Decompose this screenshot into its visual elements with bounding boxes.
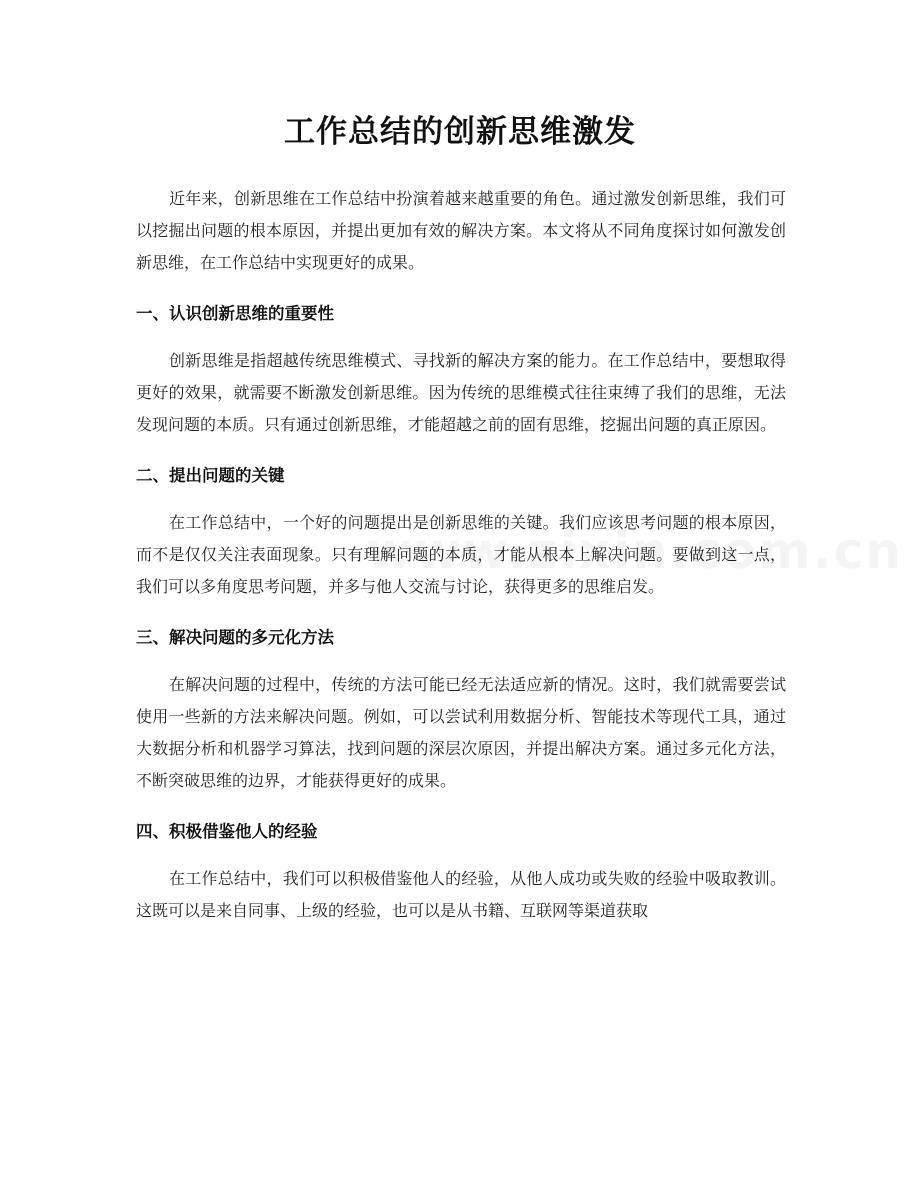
section-heading-2: 二、提出问题的关键 — [136, 466, 285, 485]
section-paragraph-3: 在解决问题的过程中，传统的方法可能已经无法适应新的情况。这时，我们就需要尝试使用一些新的方法来解决问题。例如，可以尝试利用数据分析、智能技术等现代工具，通过大数据分析和机器学习算法，找到问题的深层次原因，并提出解决方案。通过多元化方法，不断突破思维的边界，才能获得更好的成果。 — [136, 675, 786, 790]
section-paragraph-1: 创新思维是指超越传统思维模式、寻找新的解决方案的能力。在工作总结中，要想取得更好的效果，就需要不断激发创新思维。因为传统的思维模式往往束缚了我们的思维，无法发现问题的本质。只有通过创新思维，才能超越之前的固有思维，挖掘出问题的真正原因。 — [136, 351, 786, 434]
section-paragraph-4: 在工作总结中，我们可以积极借鉴他人的经验，从他人成功或失败的经验中吸取教训。这既可以是来自同事、上级的经验，也可以是从书籍、互联网等渠道获取 — [136, 869, 786, 920]
section-heading-3: 三、解决问题的多元化方法 — [136, 628, 334, 647]
section-heading-1: 一、认识创新思维的重要性 — [136, 304, 334, 323]
document-body — [136, 183, 786, 927]
section-heading-4: 四、积极借鉴他人的经验 — [136, 822, 318, 841]
intro-paragraph: 近年来，创新思维在工作总结中扮演着越来越重要的角色。通过激发创新思维，我们可以挖掘出问题的根本原因，并提出更加有效的解决方案。本文将从不同角度探讨如何激发创新思维，在工作总结中实现更好的成果。 — [136, 189, 786, 272]
section-paragraph-2: 在工作总结中，一个好的问题提出是创新思维的关键。我们应该思考问题的根本原因，而不是仅仅关注表面现象。只有理解问题的本质，才能从根本上解决问题。要做到这一点，我们可以多角度思考问题，并多与他人交流与讨论，获得更多的思维启发。 — [136, 513, 786, 596]
document-title: 工作总结的创新思维激发 — [284, 114, 636, 150]
